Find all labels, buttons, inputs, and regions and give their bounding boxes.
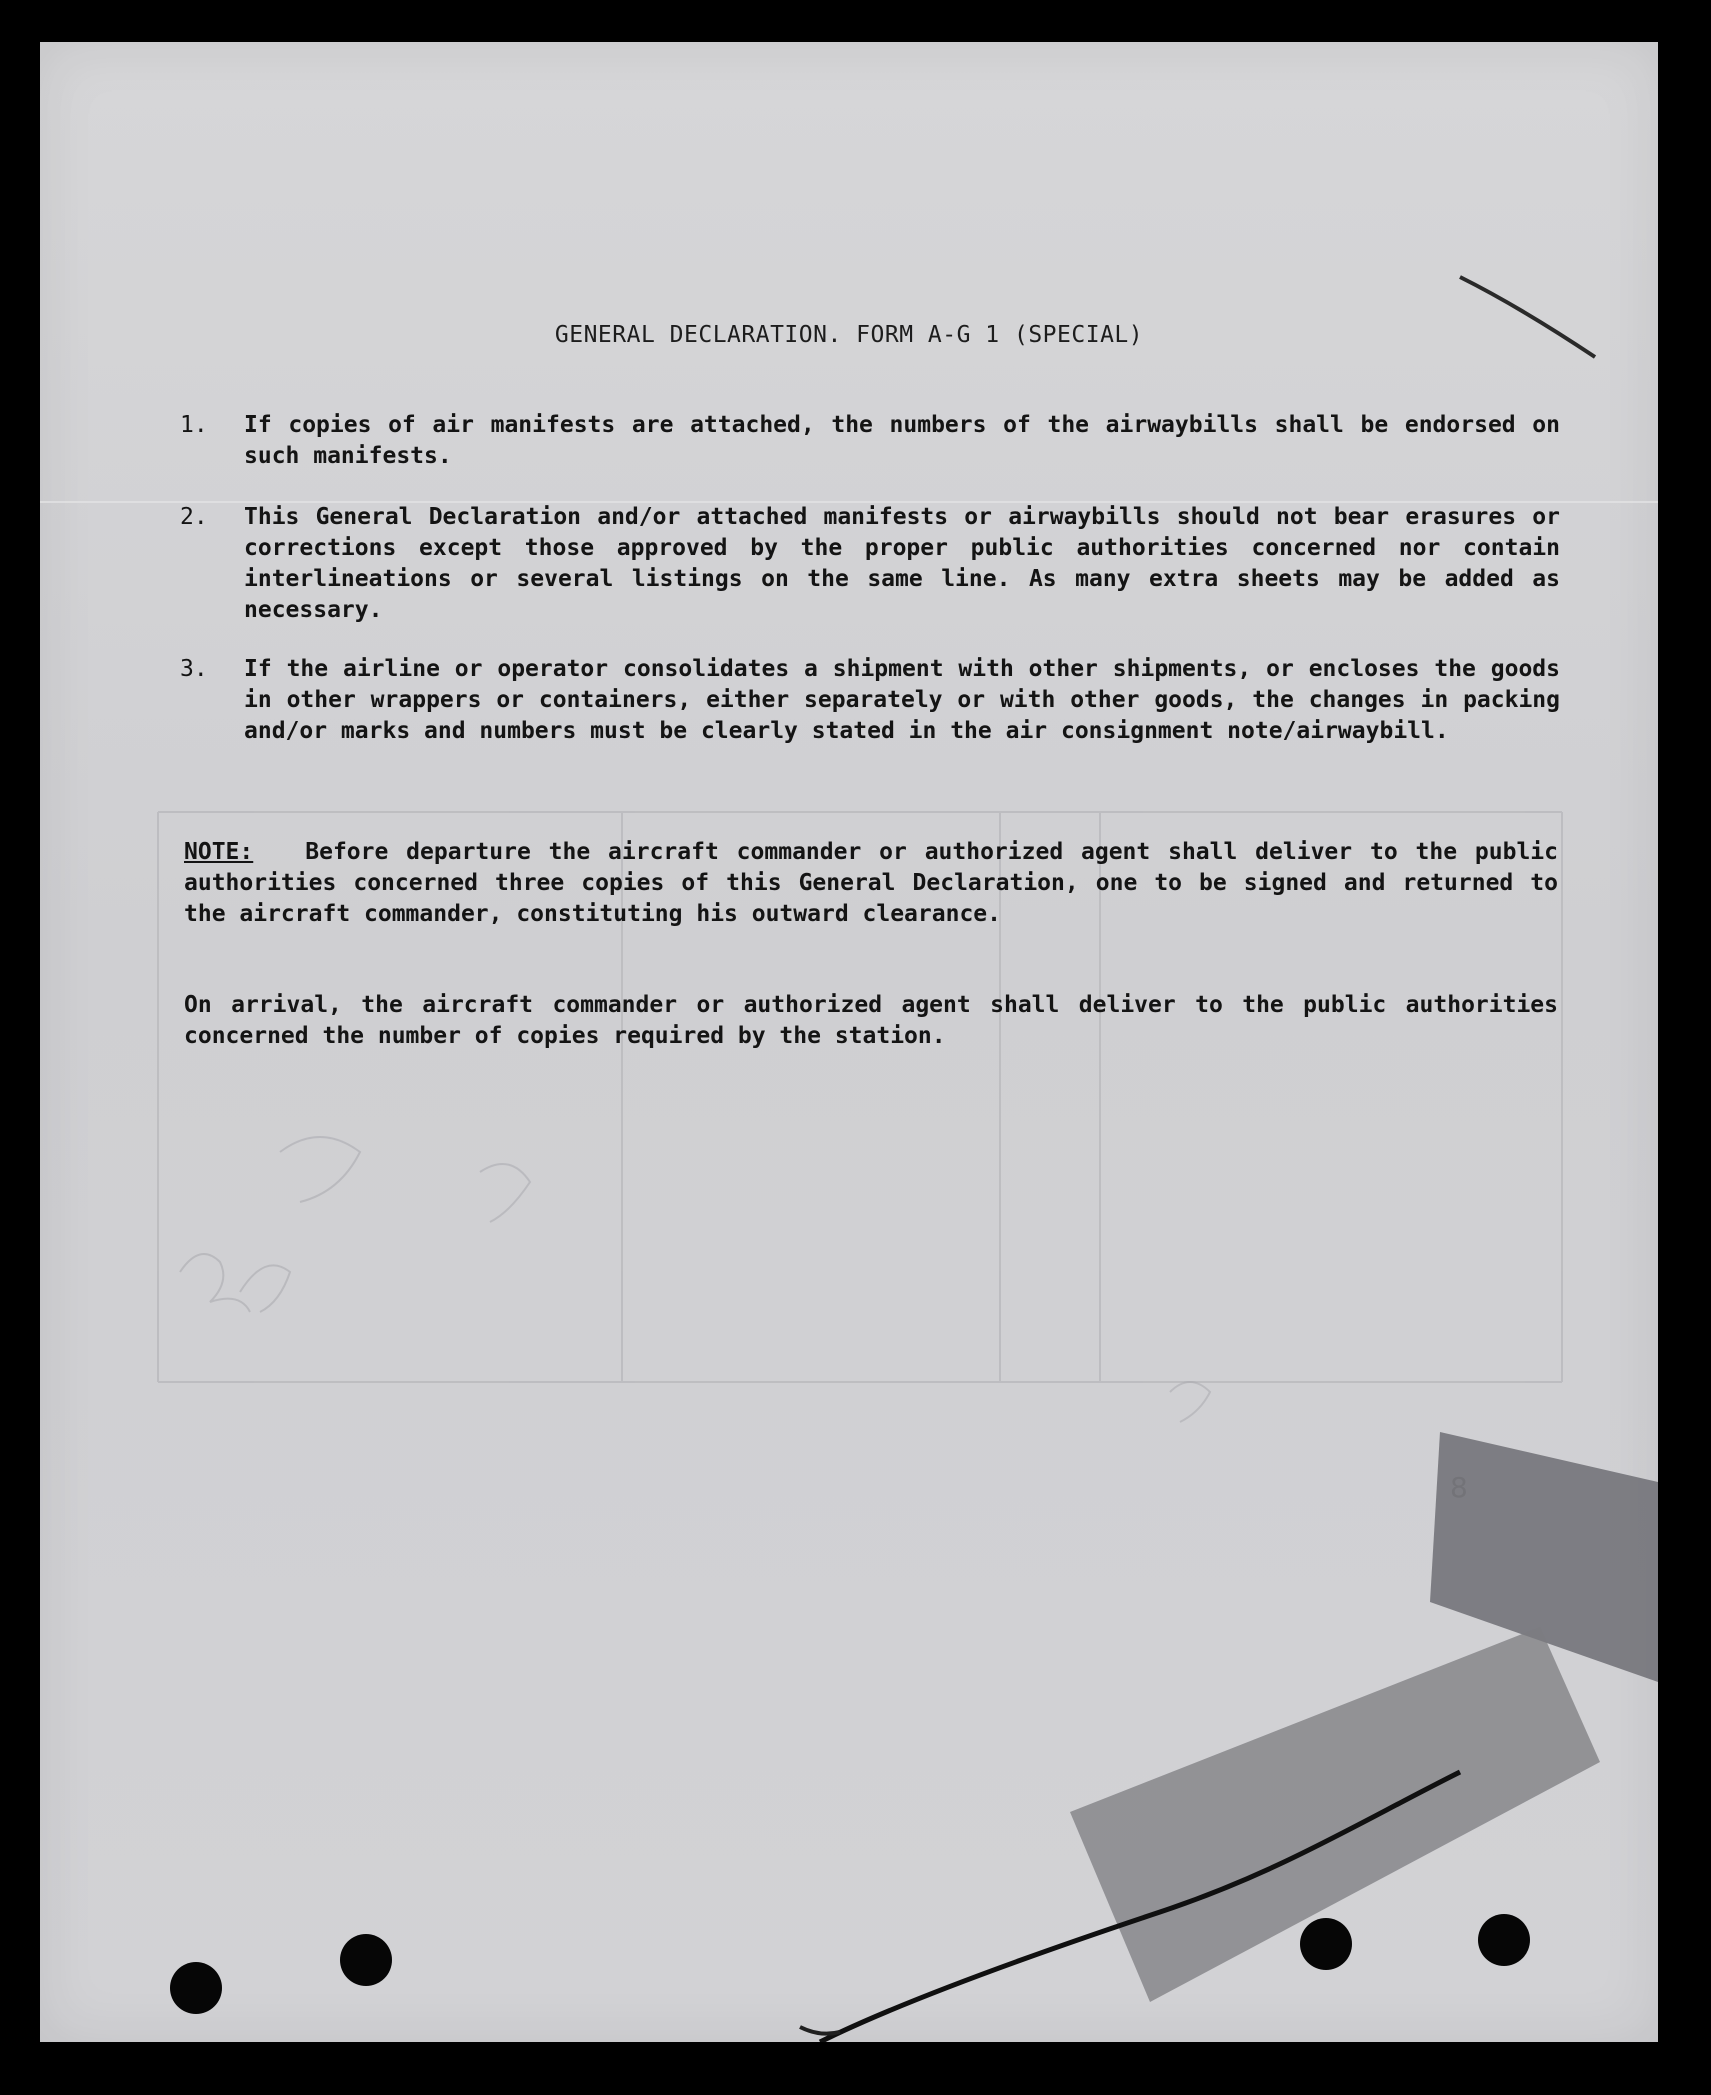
item-text: If the airline or operator consolidates a shipment with other shipments, or encloses the goods in other wrappers or containers, either separately or with other goods, the changes in packing and/or marks and numbers must be clearly stated in the air consignment note/airwaybill. [244,656,1560,744]
instruction-item-3 [180,654,1560,747]
note-label: NOTE: [184,839,254,865]
instruction-item-1 [180,410,1560,472]
item-text: This General Declaration and/or attached manifests or airwaybills should not bear erasures or corrections except those approved by the proper public authorities concerned nor contain interlineations or several listings on the same line. As many extra sheets may be added as necessary. [244,504,1560,623]
note-paragraph [184,837,1558,930]
item-text: If copies of air manifests are attached, the numbers of the airwaybills shall be endorsed on such manifests. [244,412,1560,469]
item-number: 2. [180,504,208,530]
punch-hole [170,1962,222,2014]
document-page [40,42,1658,2042]
item-number: 3. [180,656,208,682]
item-number: 1. [180,412,208,438]
punch-hole [340,1934,392,1986]
punch-hole [1300,1918,1352,1970]
instruction-item-2 [180,502,1560,626]
note-text: Before departure the aircraft commander or authorized agent shall deliver to the public authorities concerned three copies of this General Declaration, one to be signed and returned to the aircraft commander, constituting his outward clearance. [184,839,1558,927]
punch-hole [1478,1914,1530,1966]
document-title: GENERAL DECLARATION. FORM A-G 1 (SPECIAL) [554,322,1144,348]
arrival-paragraph: On arrival, the aircraft commander or authorized agent shall deliver to the public authorities concerned the number of copies required by the station. [184,992,1558,1049]
